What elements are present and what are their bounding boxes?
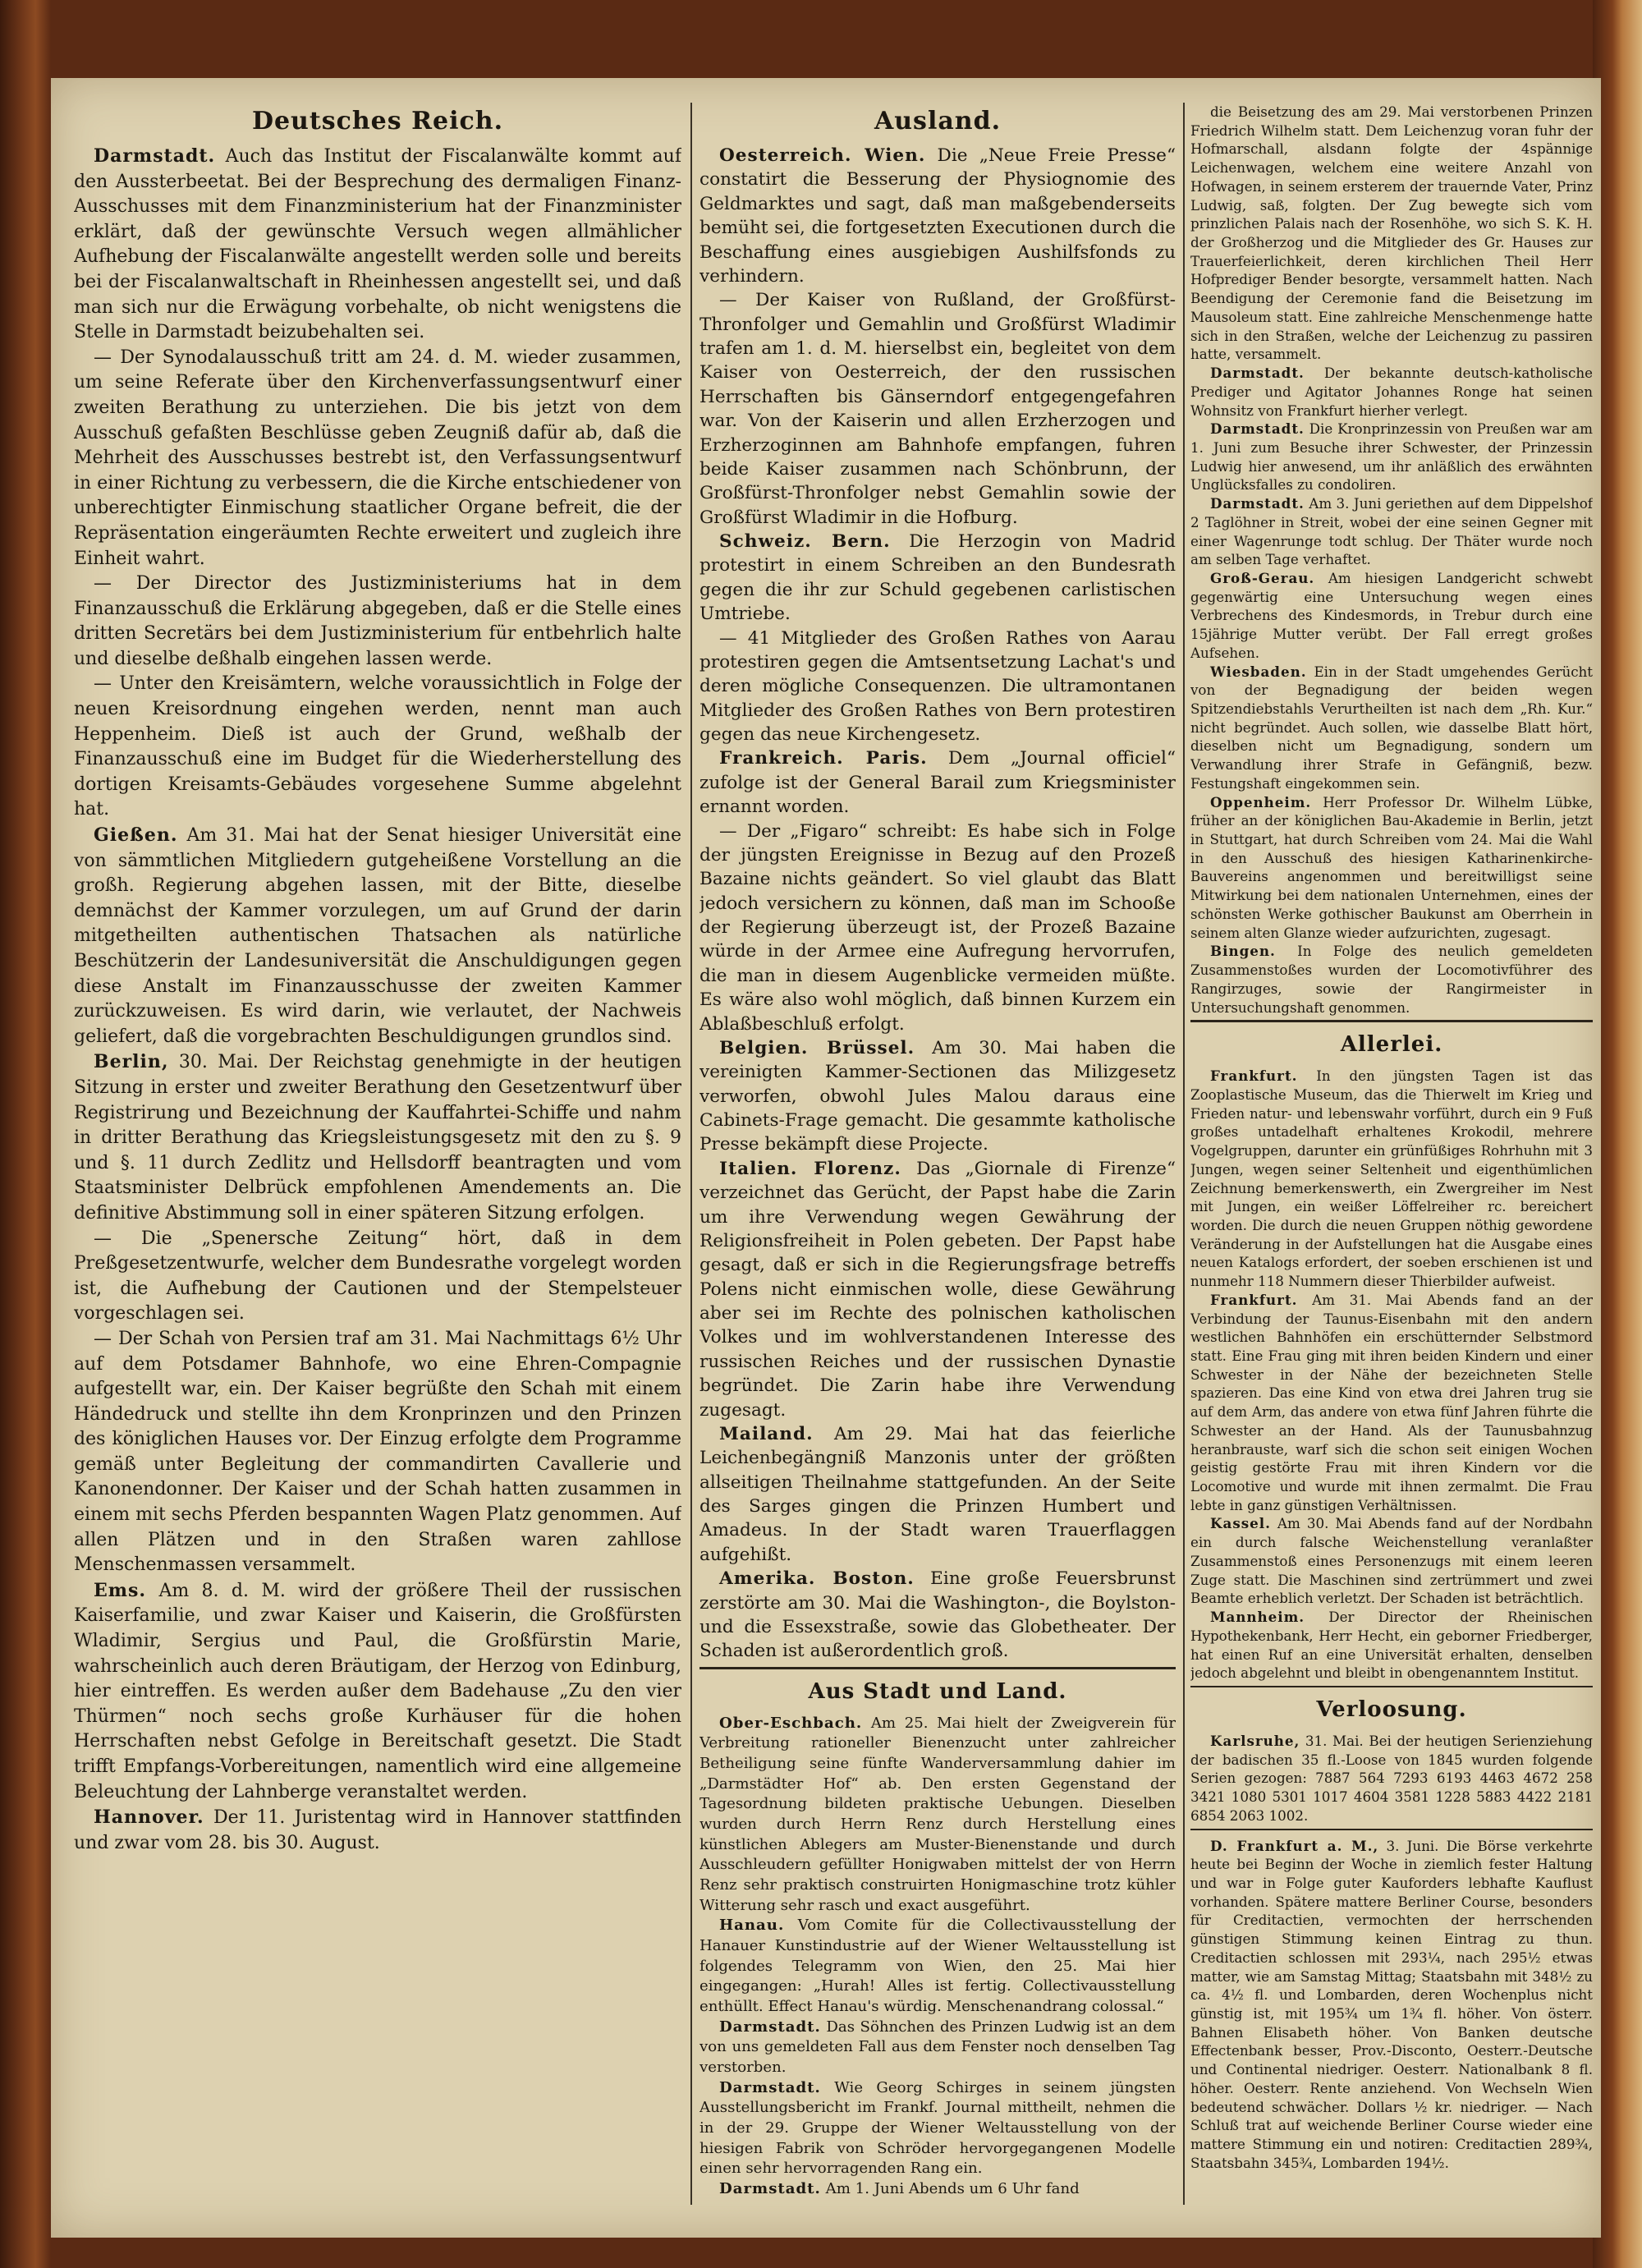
column-rule (1183, 103, 1185, 2205)
article-paragraph (1190, 494, 1593, 569)
article-text: Am 3. Juni geriethen auf dem Dippelshof 2 Taglöhner in Streit, wobei der eine seinen Gegner mit einer Wagenrunge todt schlug. Der Thäter wurde noch am selben Tage verhaftet. (1190, 495, 1593, 568)
article-paragraph (74, 1049, 681, 1226)
book-binding (0, 0, 51, 2268)
dateline: Mannheim. (1210, 1609, 1305, 1626)
dateline: Amerika. Boston. (719, 1568, 915, 1590)
article-text: Ein in der Stadt umgehendes Gerücht von der Begnadigung der beiden wegen Spitzendiebstahls Verurtheilten ist nach dem „Rh. Kur.“ nicht begründet. Auch sollen, wie dasselbe Blatt hört, dieselben nicht um Begnadigung, sondern um Verwandlung ihrer Strafe in Gefängniß, bezw. Festungshaft eingekommen sein. (1190, 663, 1593, 792)
article-text: — 41 Mitglieder des Großen Rathes von Aarau protestiren gegen die Amtsentsetzung Lachat's und deren mögliche Consequenzen. Die ultramontanen Mitglieder des Großen Rathes von Bern protestiren gegen das neue Kirchengesetz. (699, 627, 1176, 745)
article-text: — Der Director des Justizministeriums hat in dem Finanzausschuß die Erklärung abgegeben, daß er die Stelle eines dritten Secretärs bei dem Justizministerium für entbehrlich halte und dieselbe deßhalb eingehen lassen werde. (74, 573, 681, 669)
article-paragraph (1190, 793, 1593, 943)
article-paragraph (699, 746, 1176, 819)
dateline: Hanau. (719, 1917, 785, 1935)
article-paragraph (699, 1157, 1176, 1422)
dateline: Darmstadt. (94, 145, 216, 167)
dateline: Ems. (94, 1579, 147, 1601)
section-rule (1190, 1686, 1593, 1687)
article-paragraph (699, 530, 1176, 627)
dateline: Italien. Florenz. (719, 1158, 901, 1179)
article-text: Am 30. Mai Abends fand auf der Nordbahn ein durch falsche Weichenstellung veranlaßter Zusammenstoß eines Personenzugs mit einem leeren Zuge statt. Die Maschinen sind zertrümmert und zwei Beamte erheblich verletzt. Der Schaden ist beträchtlich. (1190, 1515, 1593, 1607)
article-text: Der 11. Juristentag wird in Hannover stattfinden und zwar vom 28. bis 30. August. (74, 1807, 681, 1853)
article-text: Das Söhnchen des Prinzen Ludwig ist an dem von uns gemeldeten Fall aus dem Fenster noch denselben Tag verstorben. (699, 2018, 1176, 2077)
dateline: Groß-Gerau. (1210, 569, 1315, 586)
article-paragraph (74, 1578, 681, 1805)
column-body (1190, 1732, 1593, 1825)
dateline: Hannover. (94, 1807, 204, 1829)
article-text: Vom Comite für die Collectivausstellung der Hanauer Kunstindustrie auf der Wiener Weltausstellung ist folgendes Telegramm von Wien, den 25. Mai hier eingegangen: „Hurah! Alles ist fertig. Collectivausstellung enthüllt. Effect Hanau's würdig. Menschenandrang colossal.“ (699, 1917, 1176, 2016)
article-text: Der Director der Rheinischen Hypothekenbank, Herr Hecht, ein geborner Friedberger, hat einen Ruf an eine Universität erhalten, denselben jedoch abgelehnt und bleibt in obengenanntem Institut. (1190, 1609, 1593, 1682)
dateline: Berlin, (94, 1051, 169, 1073)
article-text: — Die „Spenersche Zeitung“ hört, daß in dem Preßgesetzentwurfe, welcher dem Bundesrathe vorgelegt worden ist, die Aufhebung der Cautionen und der Stempelsteuer vorgeschlagen sei. (74, 1228, 681, 1325)
article-paragraph (74, 572, 681, 672)
article-paragraph (699, 2179, 1176, 2200)
dateline: Darmstadt. (719, 2078, 821, 2096)
dateline: Ober-Eschbach. (719, 1714, 863, 1732)
article-paragraph (1190, 1608, 1593, 1683)
article-text: Auch das Institut der Fiscalanwälte kommt auf den Aussterbeetat. Bei der Besprechung des dermaligen Finanz-Ausschusses mit dem Finanzministerium hat der Finanzminister erklärt, daß der gewünschte Versuch wegen allmählicher Aufhebung der Fiscalanwälte angestellt werden solle und bereits bei der Fiscalanwaltschaft in Rheinhessen angestellt sei, und daß man sich nur die Erwägung vorbehalte, ob nicht wenigstens die Stelle in Darmstadt beizubehalten sei. (74, 146, 681, 343)
article-text: In Folge des neulich gemeldeten Zusammenstoßes wurden der Locomotivführer des Rangirzuges, sowie der Rangirmeister in Untersuchungshaft genommen. (1190, 943, 1593, 1016)
section-heading: Allerlei. (1340, 1032, 1443, 1058)
article-paragraph (699, 1567, 1176, 1664)
article-text: 3. Juni. Die Börse verkehrte heute bei Beginn der Woche in ziemlich fester Haltung und war in Folge guter Kauforders lebhafte Kauflust vorhanden. Spätere mattere Berliner Course, besonders für Creditactien, vermochten der herrschenden günstigen Stimmung keinen Eintrag zu thun. Creditactien schlossen mit 293¼, nach 295½ etwas matter, wie am Samstag Mittag; Staatsbahn mit 348½ zu ca. 4½ fl. und Lombarden, deren Wochenplus nicht günstig ist, mit 195¾ um 1¾ fl. höher. Von österr. Bahnen Elisabeth höher. Von Banken deutsche Effectenbank besser, Prov.-Disconto, Oesterr.-Deutsche und Continental niedriger. Oesterr. Nationalbank 8 fl. höher. Oesterr. Rente anziehend. Von Wechseln Wien bedeutend schwächer. Dollars ½ kr. niedriger. — Nach Schluß trat auf weichende Berliner Course wieder eine mattere Stimmung ein und notiren: Creditactien 289¾, Staatsbahn 345¾, Lombarden 194½. (1190, 1837, 1593, 2171)
article-text: Am hiesigen Landgericht schwebt gegenwärtig eine Untersuchung wegen eines Verbrechens des Kindesmords, in Trebur durch eine 15jährige Mutter verübt. Der Fall erregt großes Aufsehen. (1190, 569, 1593, 661)
section-heading: Deutsches Reich. (251, 107, 504, 135)
article-paragraph (1190, 1067, 1593, 1291)
article-text: — Unter den Kreisämtern, welche voraussichtlich in Folge der neuen Kreisordnung eingehen werden, nennt man auch Heppenheim. Dieß ist auch der Grund, weßhalb der Finanzausschuß eine im Budget für die Wiederherstellung des dortigen Kreisamts-Gebäudes vorgesehene Summe abgelehnt hat. (74, 673, 681, 820)
article-text: Dem „Journal officiel“ zufolge ist der General Barail zum Kriegsminister ernannt worden. (699, 748, 1176, 818)
article-paragraph (699, 288, 1176, 530)
section-rule (1190, 1829, 1593, 1830)
article-paragraph (699, 1916, 1176, 2017)
section-rule (1190, 1020, 1593, 1022)
dateline: Bingen. (1210, 943, 1276, 960)
article-paragraph (1190, 1837, 1593, 2173)
column-body (699, 144, 1176, 1664)
article-text: Das „Giornale di Firenze“ verzeichnet das Gerücht, der Papst habe die Zarin um ihre Verwendung wegen Gewährung der Religionsfreiheit in Polen gebeten. Der Papst habe gesagt, daß er sich in die Regierungsfrage betreffs Polens nicht einmischen wolle, diese Gewährung aber sei im Rechte des polnischen katholischen Volkes und im wohlverstandenen Interesse des russischen Reiches und der russischen Dynastie begründet. Die Zarin habe ihre Verwendung zugesagt. (699, 1158, 1176, 1421)
article-text: Der bekannte deutsch-katholische Prediger und Agitator Johannes Ronge hat seinen Wohnsitz von Frankfurt hierher verlegt. (1190, 365, 1593, 419)
dateline: Frankfurt. (1210, 1291, 1298, 1308)
dateline: Darmstadt. (1210, 495, 1305, 512)
article-paragraph (699, 2018, 1176, 2078)
article-paragraph (1190, 420, 1593, 494)
article-paragraph (74, 144, 681, 346)
dateline: Karlsruhe, (1210, 1732, 1300, 1749)
article-paragraph (699, 1036, 1176, 1157)
article-paragraph (1190, 569, 1593, 663)
column-ausland (699, 103, 1176, 2221)
article-paragraph (699, 627, 1176, 747)
article-paragraph (1190, 942, 1593, 1017)
section-heading: Aus Stadt und Land. (808, 1678, 1067, 1704)
article-text: Die Kronprinzessin von Preußen war am 1. Juni zum Besuche ihrer Schwester, der Prinzessin Ludwig hier anwesend, um ihr anläßlich des erwähnten Unglücksfalles zu condoliren. (1190, 420, 1593, 494)
dateline: D. Frankfurt a. M., (1210, 1837, 1379, 1854)
article-paragraph (74, 823, 681, 1049)
article-text: Wie Georg Schirges in seinem jüngsten Ausstellungsbericht im Frankf. Journal mittheilt, nehmen die in der 29. Gruppe der Wiener Weltausstellung von der hiesigen Fabrik von Schröder hervorgegangenen Modelle einen sehr hervorragenden Rang ein. (699, 2078, 1176, 2178)
dateline: Oesterreich. Wien. (719, 145, 926, 166)
column-deutsches-reich (74, 103, 681, 2221)
newspaper-page (51, 78, 1601, 2238)
column-body (1190, 103, 1593, 1017)
article-paragraph (74, 1327, 681, 1578)
column-body (699, 1714, 1176, 2200)
article-paragraph (1190, 663, 1593, 793)
column-local-news (1190, 103, 1593, 2221)
column-body (1190, 1067, 1593, 1683)
dateline: Wiesbaden. (1210, 663, 1307, 680)
dateline: Kassel. (1210, 1515, 1271, 1532)
dateline: Belgien. Brüssel. (719, 1037, 915, 1058)
article-text: Die Herzogin von Madrid protestirt in einem Schreiben an den Bundesrath gegen die ihr zur Schuld gegebenen carlistischen Umtriebe. (699, 531, 1176, 625)
article-text: 31. Mai. Bei der heutigen Serienziehung der badischen 35 fl.-Loose von 1845 wurden folgende Serien gezogen: 7887 564 7293 6193 4463 4672 258 3421 1080 5301 1017 4604 3581 1228 5883 4422 2181 6854 2063 1002. (1190, 1732, 1593, 1824)
dateline: Frankreich. Paris. (719, 748, 928, 769)
article-text: 30. Mai. Der Reichstag genehmigte in der heutigen Sitzung in erster und zweiter Berathung den Gesetzentwurf über Registrirung und Bezeichnung der Kauffahrtei-Schiffe und nahm in dritter Berathung das Kriegsleistungsgesetz mit den zu §. 9 und §. 11 durch Zedlitz und Hellsdorff beantragten und vom Staatsminister Delbrück empfohlenen Amendements an. Die definitive Abstimmung soll in einer späteren Sitzung erfolgen. (74, 1052, 681, 1224)
article-text: — Der Synodalausschuß tritt am 24. d. M. wieder zusammen, um seine Referate über den Kirchenverfassungsentwurf einer zweiten Berathung zu unterziehen. Die bis jetzt von dem Ausschuß gefaßten Beschlüsse geben Zeugniß dafür ab, daß die Mehrheit des Ausschusses bestrebt ist, den Verfassungsentwurf in einer Richtung zu verbessern, die die Kirche entschiedener von unberechtigter Einmischung staatlicher Organe befreit, die der Repräsentation eingeräumten Rechte erweitert und zugleich ihre Einheit wahrt. (74, 347, 681, 569)
article-text: Am 31. Mai hat der Senat hiesiger Universität eine von sämmtlichen Mitgliedern gutgeheißene Vorstellung an die großh. Regierung abgehen lassen, mit der Bitte, dieselbe demnächst der Kammer vorzulegen, um auf Grund der darin mitgetheilten authentischen Thatsachen als natürliche Beschützerin der Landesuniversität die Anschuldigungen gegen diese Anstalt im Finanzausschusse der zweiten Kammer zurückzuweisen. Es wird darin, wie verlautet, der Nachweis geliefert, daß die vorgebrachten Beschuldigungen grundlos sind. (74, 825, 681, 1047)
dateline: Darmstadt. (1210, 420, 1305, 438)
article-text: Herr Professor Dr. Wilhelm Lübke, früher an der königlichen Bau-Akademie in Berlin, jetzt in Stuttgart, hat durch Schreiben vom 24. Mai die Wahl in den Ausschuß des hiesigen Katharinenkirche-Bauvereins angenommen und bereitwilligst seine Mitwirkung bei dem nationalen Unternehmen, eines der schönsten Werke gothischer Baukunst am Oberrhein in seinem alten Glanze wieder aufzurichten, zugesagt. (1190, 793, 1593, 941)
column-body (74, 144, 681, 1856)
article-text: die Beisetzung des am 29. Mai verstorbenen Prinzen Friedrich Wilhelm statt. Dem Leichenzug voran fuhr der Hofmarschall, alsdann folgte der 4spännige Leichenwagen, welchem eine weitere Anzahl von Hofwagen, in seinem ersterem der trauernde Vater, Prinz Ludwig, saß, folgten. Der Zug bewegte sich vom prinzlichen Palais nach der Rosenhöhe, wo sich S. K. H. der Großherzog und die Mitglieder des Gr. Hauses zur Trauerfeierlichkeit, deren kirchlichen Theil Herr Hofprediger Bender besorgte, versammelt hatten. Nach Beendigung der Ceremonie fand die Beisetzung im Mausoleum statt. Eine zahlreiche Menschenmenge hatte sich in den Straßen, welche der Leichenzug zu passiren hatte, versammelt. (1190, 103, 1593, 363)
dateline: Oppenheim. (1210, 793, 1312, 810)
article-text: Am 8. d. M. wird der größere Theil der russischen Kaiserfamilie, und zwar Kaiser und Kaiserin, die Großfürsten Wladimir, Sergius und Paul, die Großfürstin Marie, wahrscheinlich auch deren Bräutigam, der Herzog von Edinburg, hier eintreffen. Es werden außer dem Badehause „Zu den vier Thürmen“ noch sechs große Kurhäuser für die hohen Herrschaften nebst Gefolge in Bereitschaft gesetzt. Die Stadt trifft Empfangs-Vorbereitungen, namentlich wird eine allgemeine Beleuchtung der Lahnberge veranstaltet werden. (74, 1580, 681, 1802)
dateline: Schweiz. Bern. (719, 531, 891, 552)
article-paragraph (1190, 1291, 1593, 1515)
article-text: In den jüngsten Tagen ist das Zooplastische Museum, das die Thierwelt im Krieg und Frieden natur- und lebenswahr vorführt, durch ein 9 Fuß großes untadelhaft erhaltenes Krokodil, mehrere Vogelgruppen, darunter ein grünfüßiges Rohrhuhn mit 3 Jungen, wegen seiner Seltenheit und eigenthümlichen Zeichnung bemerkenswerth, ein Zwergreiher im Nest mit Jungen, ein weißer Löffelreiher rc. bereichert worden. Die durch die neuen Gruppen nöthig gewordene Veränderung in der Aufstellungen hat die Ausgabe eines neuen Katalogs erfordert, der soeben erschienen ist und nunmehr 118 Nummern dieser Thierbilder aufweist. (1190, 1067, 1593, 1290)
article-paragraph (699, 820, 1176, 1036)
article-paragraph (74, 1805, 681, 1856)
article-paragraph (1190, 103, 1593, 364)
column-body (1190, 1837, 1593, 2173)
article-text: — Der „Figaro“ schreibt: Es habe sich in Folge der jüngsten Ereignisse in Bezug auf den Prozeß Bazaine nichts geändert. So viel glaubt das Blatt jedoch versichern zu können, daß man im Schooße der Regierung überzeugt ist, der Prozeß Bazaine würde in der Armee eine Aufregung hervorrufen, die man in diesem Augenblicke vermeiden müßte. Es wäre also wohl möglich, daß binnen Kurzem ein Ablaßbeschluß erfolgt. (699, 820, 1176, 1035)
dateline: Darmstadt. (719, 2180, 821, 2198)
article-paragraph (1190, 1514, 1593, 1608)
column-rule (690, 103, 692, 2205)
dateline: Darmstadt. (719, 2018, 821, 2036)
article-paragraph (74, 1227, 681, 1327)
article-paragraph (699, 144, 1176, 288)
article-text: Eine große Feuersbrunst zerstörte am 30. Mai die Washington-, die Boylston- und die Essexstraße, sowie das Globetheater. Der Schaden ist außerordentlich groß. (699, 1568, 1176, 1662)
section-heading: Verloosung. (1316, 1696, 1467, 1722)
article-paragraph (699, 1714, 1176, 1917)
article-text: Am 1. Juni Abends um 6 Uhr fand (825, 2180, 1080, 2198)
article-text: Die „Neue Freie Presse“ constatirt die Besserung der Physiognomie des Geldmarktes und sagt, daß man maßgebenderseits bemüht sei, die fortgesetzten Executionen durch die Beschaffung eines ausgiebigen Aushilfsfonds zu verhindern. (699, 145, 1176, 287)
article-paragraph (699, 1422, 1176, 1567)
article-text: Am 31. Mai Abends fand an der Verbindung der Taunus-Eisenbahn mit den andern westlichen Bahnhöfen ein erschütternder Selbstmord statt. Eine Frau ging mit ihren beiden Kindern und einer Schwester in der Nähe der bezeichneten Stelle spazieren. Das eine Kind von etwa drei Jahren trug sie auf dem Arm, das andere von etwa fünf Jahren führte die Schwester an der Hand. Als der Taunusbahnzug heranbrauste, warf sich die schon seit einigen Wochen geistig gestörte Frau mit ihren Kindern vor die Locomotive und wurde mit ihnen zermalmt. Die Frau lebte in ganz günstigen Verhältnissen. (1190, 1291, 1593, 1513)
section-rule (699, 1667, 1176, 1669)
dateline: Gießen. (94, 824, 178, 847)
article-text: Am 29. Mai hat das feierliche Leichenbegängniß Manzonis unter der größten allseitigen Theilnahme stattgefunden. An der Seite des Sarges gingen die Prinzen Humbert und Amadeus. In der Stadt waren Trauerflaggen aufgehißt. (699, 1423, 1176, 1565)
article-paragraph (74, 672, 681, 823)
article-paragraph (1190, 1732, 1593, 1825)
article-text: — Der Schah von Persien traf am 31. Mai Nachmittags 6½ Uhr auf dem Potsdamer Bahnhofe, wo eine Ehren-Compagnie aufgestellt war, ein. Der Kaiser begrüßte den Schah mit einem Händedruck und stellte ihn dem Kronprinzen und den Prinzen des königlichen Hauses vor. Der Einzug erfolgte dem Programme gemäß unter Begleitung der commandirten Cavallerie und Kanonendonner. Der Kaiser und der Schah hatten zusammen in einem mit sechs Pferden bespannten Wagen Platz genommen. Auf allen Plätzen und in den Straßen waren zahllose Menschenmassen versammelt. (74, 1328, 681, 1576)
article-text: Am 30. Mai haben die vereinigten Kammer-Sectionen das Milizgesetz verworfen, obwohl Jules Malou daraus eine Cabinets-Frage gemacht. Die gesammte katholische Presse bekämpft diese Projecte. (699, 1037, 1176, 1155)
article-paragraph (699, 2078, 1176, 2179)
article-paragraph (1190, 364, 1593, 420)
article-text: — Der Kaiser von Rußland, der Großfürst-Thronfolger und Gemahlin und Großfürst Wladimir trafen am 1. d. M. hierselbst ein, begleitet von dem Kaiser von Oesterreich, der den russischen Herrschaften bis Gänserndorf entgegengefahren war. Von der Kaiserin und allen Erzherzogen und Erzherzoginnen am Bahnhofe empfangen, fuhren beide Kaiser zusammen nach Schönbrunn, der Großfürst-Thronfolger nebst Gemahlin sowie der Großfürst Wladimir in die Hofburg. (699, 290, 1176, 528)
dateline: Mailand. (719, 1423, 814, 1444)
dateline: Frankfurt. (1210, 1067, 1298, 1085)
article-paragraph (74, 346, 681, 572)
section-heading: Ausland. (874, 107, 1002, 135)
article-text: Am 25. Mai hielt der Zweigverein für Verbreitung rationeller Bienenzucht unter zahlreicher Betheiligung seine fünfte Wanderversammlung dahier im „Darmstädter Hof“ ab. Den ersten Gegenstand der Tagesordnung bildeten praktische Uebungen. Dieselben wurden durch Herrn Renz durch Herstellung eines künstlichen Ablegers am Muster-Bienenstande und durch Ausschleudern gefüllter Honigwaben mittelst der von Herrn Renz sehr praktisch construirten Honigmaschine trotz kühler Witterung sehr rasch und exact ausgeführt. (699, 1714, 1176, 1914)
dateline: Darmstadt. (1210, 365, 1305, 382)
